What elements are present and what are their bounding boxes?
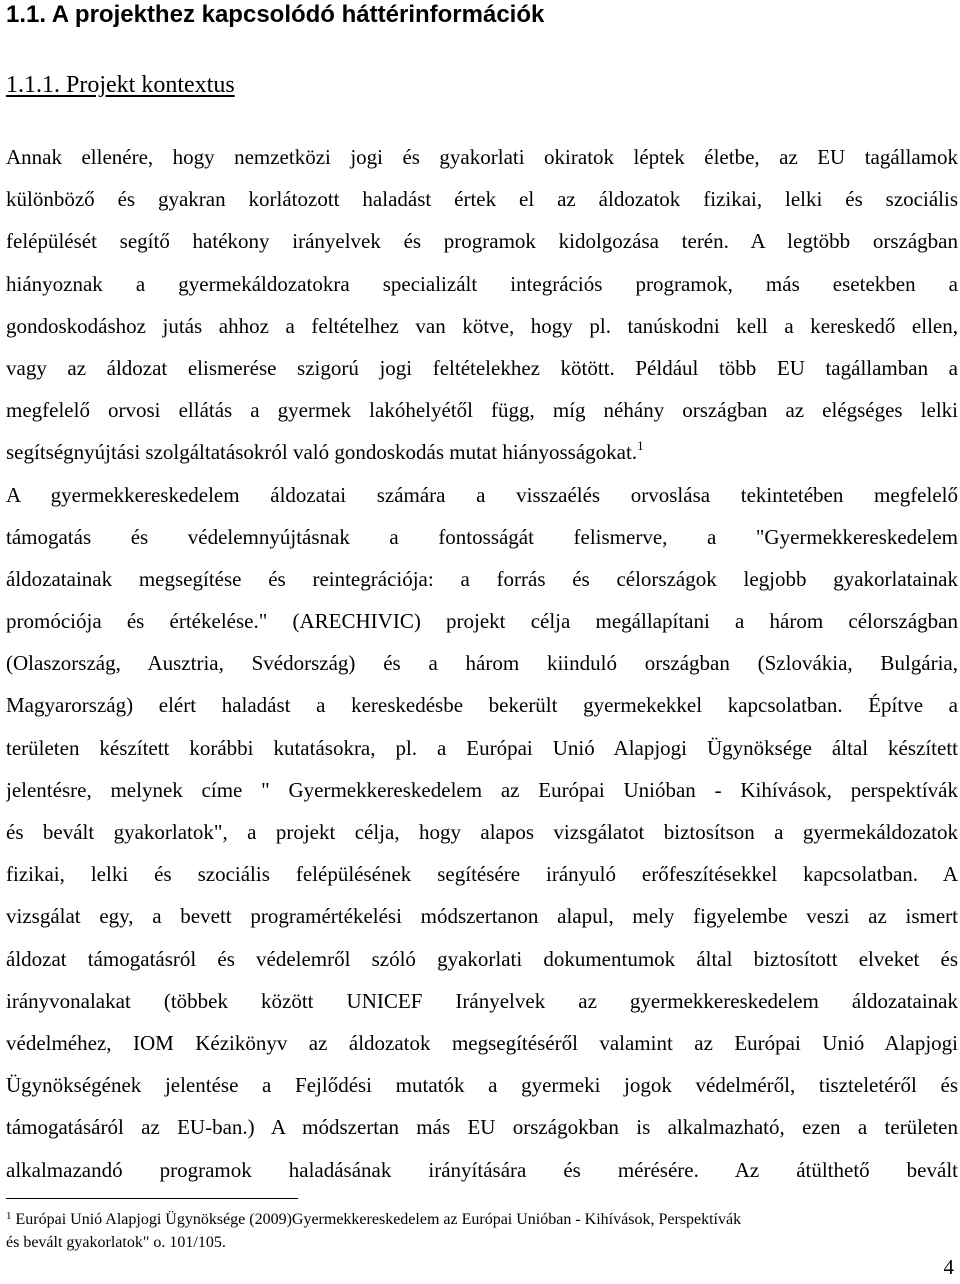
body-line-11: áldozatainak megsegítése és reintegrációja: a forrás és célországok legjobb gyakorlatainak xyxy=(6,566,958,591)
body-line-12: promóciója és értékelése." (ARECHIVIC) projekt célja megállapítani a három célországban xyxy=(6,609,958,634)
body-line-8-text: segítségnyújtási szolgáltatásokról való gondoskodás mutat hiányosságokat. xyxy=(6,440,638,465)
body-line-15: területen készített korábbi kutatásokra, pl. a Európai Unió Alapjogi Ügynöksége által készített xyxy=(6,735,958,760)
body-line-21: irányvonalakat (többek között UNICEF Irányelvek az gyermekkereskedelem áldozatainak xyxy=(6,988,958,1013)
footnote-separator xyxy=(6,1198,298,1199)
subsection-heading: 1.1.1. Projekt kontextus xyxy=(6,72,235,98)
body-line-5: gondoskodáshoz jutás ahhoz a feltételhez van kötve, hogy pl. tanúskodni kell a kereskedő ellen, xyxy=(6,313,958,338)
body-line-18: fizikai, lelki és szociális felépülésének segítésére irányuló erőfeszítésekkel kapcsolatban. A xyxy=(6,862,958,887)
footnote-line-1 xyxy=(6,1208,946,1231)
body-line-22: védelméhez, IOM Kézikönyv az áldozatok megsegítéséről valamint az Európai Unió Alapjogi xyxy=(6,1030,958,1055)
body-paragraphs xyxy=(6,136,958,1191)
footnote-line-2: és bevált gyakorlatok" o. 101/105. xyxy=(6,1234,226,1251)
body-line-9: A gyermekkereskedelem áldozatai számára a visszaélés orvoslása tekintetében megfelelő xyxy=(6,482,958,507)
body-line-4: hiányoznak a gyermekáldozatokra specializált integrációs programok, más esetekben a xyxy=(6,271,958,296)
body-line-2: különböző és gyakran korlátozott haladást értek el az áldozatok fizikai, lelki és szociális xyxy=(6,187,958,212)
body-line-23: Ügynökségének jelentése a Fejlődési mutatók a gyermeki jogok védelméről, tiszteletéről és xyxy=(6,1073,958,1098)
body-line-8 xyxy=(6,431,958,473)
body-line-10: támogatás és védelemnyújtásnak a fontosságát felismerve, a "Gyermekkereskedelem xyxy=(6,524,958,549)
body-line-13: (Olaszország, Ausztria, Svédország) és a három kiinduló országban (Szlovákia, Bulgária, xyxy=(6,651,958,676)
body-line-17: és bevált gyakorlatok", a projekt célja, hogy alapos vizsgálatot biztosítson a gyermekáldozatok xyxy=(6,820,958,844)
footnote-reference[interactable]: 1 xyxy=(637,438,644,454)
page-number: 4 xyxy=(943,1255,954,1279)
body-line-19: vizsgálat egy, a bevett programértékelési módszertanon alapul, mely figyelembe veszi az ismert xyxy=(6,904,958,929)
body-line-16: jelentésre, melynek címe " Gyermekkereskedelem az Európai Unióban - Kihívások, perspektívák xyxy=(6,777,958,802)
body-line-6: vagy az áldozat elismerése szigorú jogi feltételekhez kötött. Például több EU tagállamban a xyxy=(6,355,958,380)
body-line-7: megfelelő orvosi ellátás a gyermek lakóhelyétől függ, míg néhány országban az elégséges lelki xyxy=(6,398,958,423)
body-line-1: Annak ellenére, hogy nemzetközi jogi és gyakorlati okiratok léptek életbe, az EU tagállamok xyxy=(6,145,958,169)
body-line-3: felépülését segítő hatékony irányelvek és programok kidolgozása terén. A legtöbb országban xyxy=(6,229,958,254)
footnote xyxy=(6,1208,946,1254)
body-line-25: alkalmazandó programok haladásának irányítására és mérésére. Az átülthető bevált xyxy=(6,1157,958,1182)
body-line-20: áldozat támogatásról és védelemről szóló gyakorlati dokumentumok által biztosított elveket és xyxy=(6,946,958,971)
footnote-marker: 1 xyxy=(6,1210,12,1222)
body-line-14: Magyarország) elért haladást a kereskedésbe bekerült gyermekekkel kapcsolatban. Építve a xyxy=(6,693,958,718)
section-heading: 1.1. A projekthez kapcsolódó háttérinformációk xyxy=(6,1,545,28)
footnote-text-1: Európai Unió Alapjogi Ügynöksége (2009)Gyermekkereskedelem az Európai Unióban - Kihívások, Perspektívák xyxy=(15,1211,742,1228)
body-line-24: támogatásáról az EU-ban.) A módszertan más EU országokban is alkalmazható, ezen a területen xyxy=(6,1115,958,1140)
